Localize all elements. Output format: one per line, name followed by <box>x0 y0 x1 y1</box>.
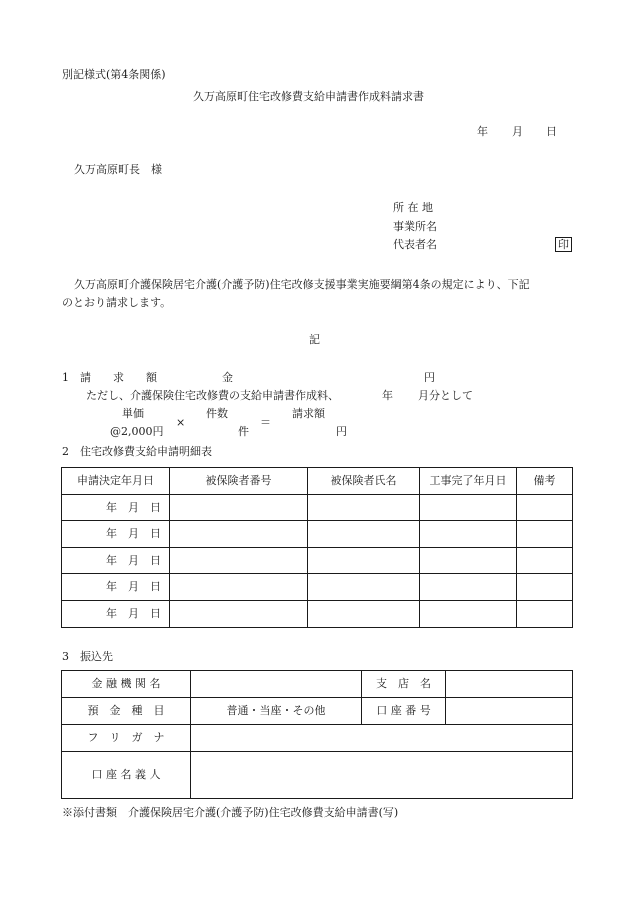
table-row <box>62 574 573 601</box>
row-insured-number[interactable] <box>170 601 308 628</box>
row-insured-number[interactable] <box>170 495 308 521</box>
header-completion-date: 工事完了年月日 <box>420 468 517 495</box>
yen-label: 円 <box>424 371 435 384</box>
row-remarks[interactable] <box>517 495 573 521</box>
detail-table <box>61 467 573 628</box>
date-year: 年 <box>477 125 488 138</box>
period-month: 月分として <box>418 389 473 402</box>
account-holder-label: 口 座 名 義 人 <box>62 752 191 799</box>
count-label: 件数 <box>206 407 228 420</box>
count-unit: 件 <box>238 425 249 438</box>
row-application-date[interactable]: 年 月 日 <box>62 495 170 521</box>
row-insured-name[interactable] <box>308 521 420 548</box>
table-row <box>62 548 573 574</box>
seal-mark: 印 <box>555 237 572 252</box>
row-insured-number[interactable] <box>170 521 308 548</box>
row-insured-number[interactable] <box>170 548 308 574</box>
kin-label: 金 <box>222 371 233 384</box>
date-month: 月 <box>512 125 523 138</box>
table-row <box>62 521 573 548</box>
furigana-field[interactable] <box>191 725 573 752</box>
account-number-field[interactable] <box>446 698 573 725</box>
section3-title: 振込先 <box>80 650 113 663</box>
row-completion-date[interactable] <box>420 495 517 521</box>
row-insured-name[interactable] <box>308 601 420 628</box>
address-label: 所 在 地 <box>393 201 433 214</box>
header-application-date: 申請決定年月日 <box>62 468 170 495</box>
claim-amount-label: 請 求 額 <box>80 371 157 384</box>
multiply-sign: × <box>176 416 186 429</box>
section2-title: 住宅改修費支給申請明細表 <box>80 445 212 458</box>
row-application-date[interactable]: 年 月 日 <box>62 601 170 628</box>
row-insured-name[interactable] <box>308 548 420 574</box>
row-remarks[interactable] <box>517 548 573 574</box>
unit-price-label: 単価 <box>122 407 144 420</box>
header-insured-number: 被保険者番号 <box>170 468 308 495</box>
account-holder-field[interactable] <box>191 752 573 799</box>
body-text-line2: のとおり請求します。 <box>62 296 172 309</box>
claim-label: 請求額 <box>292 407 325 420</box>
row-completion-date[interactable] <box>420 601 517 628</box>
row-remarks[interactable] <box>517 574 573 601</box>
date-day: 日 <box>546 125 557 138</box>
period-year: 年 <box>382 389 393 402</box>
furigana-label: フ リ ガ ナ <box>62 725 191 752</box>
row-insured-name[interactable] <box>308 574 420 601</box>
row-completion-date[interactable] <box>420 548 517 574</box>
table-row <box>62 495 573 521</box>
bank-table <box>61 670 573 799</box>
row-application-date[interactable]: 年 月 日 <box>62 574 170 601</box>
row-insured-number[interactable] <box>170 574 308 601</box>
unit-price-value: @2,000円 <box>110 425 164 438</box>
account-number-label: 口 座 番 号 <box>362 698 446 725</box>
detail-table-header <box>62 468 573 495</box>
bank-name-field[interactable] <box>191 671 362 698</box>
row-application-date[interactable]: 年 月 日 <box>62 521 170 548</box>
section2-number: 2 <box>62 445 69 458</box>
representative-label: 代表者名 <box>393 238 437 251</box>
branch-name-label: 支 店 名 <box>362 671 446 698</box>
table-row <box>62 601 573 628</box>
row-insured-name[interactable] <box>308 495 420 521</box>
account-type-options[interactable]: 普通・当座・その他 <box>191 698 362 725</box>
addressee: 久万高原町長 様 <box>74 163 162 176</box>
header-remarks: 備考 <box>517 468 573 495</box>
row-completion-date[interactable] <box>420 574 517 601</box>
account-type-label: 預 金 種 目 <box>62 698 191 725</box>
form-number: 別記様式(第4条関係) <box>62 68 166 81</box>
body-text-line1: 久万高原町介護保険居宅介護(介護予防)住宅改修支援事業実施要綱第4条の規定により、下記 <box>74 278 530 291</box>
section3-number: 3 <box>62 650 69 663</box>
ki-heading: 記 <box>309 333 320 346</box>
row-application-date[interactable]: 年 月 日 <box>62 548 170 574</box>
row-remarks[interactable] <box>517 521 573 548</box>
branch-name-field[interactable] <box>446 671 573 698</box>
row-remarks[interactable] <box>517 601 573 628</box>
header-insured-name: 被保険者氏名 <box>308 468 420 495</box>
section1-number: 1 <box>62 371 69 384</box>
claim-unit: 円 <box>336 425 347 438</box>
tadashi-text: ただし、介護保険住宅改修費の支給申請書作成料、 <box>86 389 339 402</box>
office-name-label: 事業所名 <box>393 220 437 233</box>
attachment-note: ※添付書類 介護保険居宅介護(介護予防)住宅改修費支給申請書(写) <box>62 806 399 819</box>
document-title: 久万高原町住宅改修費支給申請書作成料請求書 <box>193 90 424 103</box>
bank-name-label: 金 融 機 関 名 <box>62 671 191 698</box>
equals-sign: ＝ <box>260 416 271 429</box>
row-completion-date[interactable] <box>420 521 517 548</box>
